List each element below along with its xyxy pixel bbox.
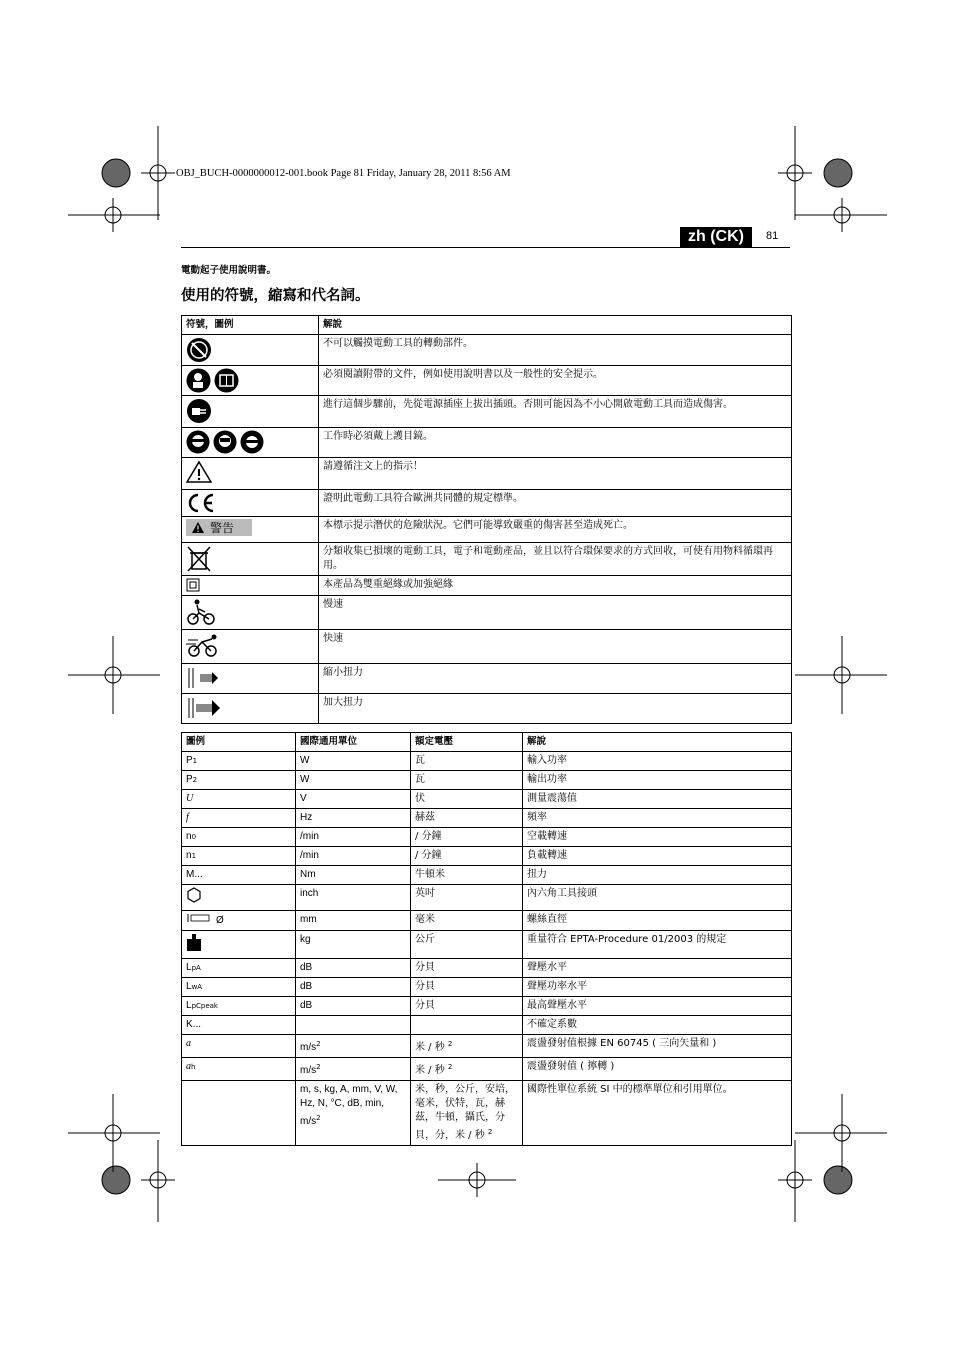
description-cell: 聲壓功率水平 bbox=[523, 978, 792, 997]
legend-cell bbox=[182, 771, 296, 790]
description-cell: 空載轉速 bbox=[523, 828, 792, 847]
rated-unit-sup: 2 bbox=[447, 1040, 453, 1048]
rated-cell bbox=[411, 978, 523, 997]
legend-cell bbox=[182, 752, 296, 771]
symbol-explanation: 不可以觸摸電動工具的轉動部件。 bbox=[319, 335, 792, 366]
legend-subscript: pCpeak bbox=[191, 1002, 218, 1010]
unit-row bbox=[182, 790, 792, 809]
symbol-cell bbox=[182, 694, 319, 724]
rated-unit: 分貝 bbox=[415, 1000, 435, 1011]
legend-symbol: K... bbox=[186, 1019, 202, 1030]
symbol-explanation: 本產品為雙重絕緣或加強絕緣 bbox=[319, 576, 792, 596]
si-unit-cell bbox=[296, 847, 411, 866]
symbol-row bbox=[182, 630, 792, 664]
si-unit-cell bbox=[296, 866, 411, 885]
description-cell: 最高聲壓水平 bbox=[523, 997, 792, 1016]
si-unit: dB bbox=[300, 1000, 313, 1011]
symbol-row bbox=[182, 596, 792, 630]
rated-unit: 牛頓米 bbox=[415, 869, 445, 880]
description-cell: 負載轉速 bbox=[523, 847, 792, 866]
legend-subscript: wA bbox=[191, 983, 203, 991]
legend-symbol: n bbox=[186, 831, 192, 842]
rated-cell bbox=[411, 771, 523, 790]
si-unit: m/s bbox=[300, 1065, 317, 1076]
rated-cell bbox=[411, 809, 523, 828]
si-unit-cell bbox=[296, 809, 411, 828]
rated-unit: 公斤 bbox=[415, 934, 435, 945]
si-unit-sup: 2 bbox=[316, 1040, 321, 1048]
symbol-row bbox=[182, 664, 792, 694]
unit-row bbox=[182, 809, 792, 828]
description-cell: 內六角工具接頭 bbox=[523, 885, 792, 911]
legend-cell bbox=[182, 809, 296, 828]
symbol-cell bbox=[182, 630, 319, 664]
symbol-explanation: 慢速 bbox=[319, 596, 792, 630]
rated-unit: 分貝 bbox=[415, 981, 435, 992]
legend-cell bbox=[182, 885, 296, 911]
symbol-row bbox=[182, 576, 792, 596]
symbol-explanation: 證明此電動工具符合歐洲共同體的規定標準。 bbox=[319, 490, 792, 517]
section-title: 使用的符號，縮寫和代名詞。 bbox=[181, 288, 370, 304]
col-header-legend: 圖例 bbox=[182, 733, 296, 752]
symbol-cell bbox=[182, 458, 319, 490]
rated-cell bbox=[411, 1035, 523, 1058]
symbol-row bbox=[182, 490, 792, 517]
si-unit-cell bbox=[296, 911, 411, 931]
symbol-cell bbox=[182, 335, 319, 366]
rated-cell bbox=[411, 931, 523, 959]
symbol-cell bbox=[182, 596, 319, 630]
legend-symbol: P bbox=[186, 774, 193, 785]
double-insulation-icon bbox=[186, 578, 314, 592]
legend-subscript: 0 bbox=[191, 833, 197, 841]
description-cell: 重量符合 EPTA-Procedure 01/2003 的規定 bbox=[523, 931, 792, 959]
col-header-description: 解說 bbox=[523, 733, 792, 752]
si-unit-cell bbox=[296, 790, 411, 809]
description-cell: 測量震蕩值 bbox=[523, 790, 792, 809]
document-subtitle: 電動起子使用說明書。 bbox=[181, 265, 277, 276]
unit-row bbox=[182, 959, 792, 978]
legend-cell bbox=[182, 997, 296, 1016]
description-cell: 輸入功率 bbox=[523, 752, 792, 771]
legend-symbol: L bbox=[186, 962, 192, 973]
weee-bin-icon bbox=[186, 545, 314, 573]
legend-symbol: f bbox=[186, 812, 189, 823]
unit-row bbox=[182, 1035, 792, 1058]
unit-row bbox=[182, 866, 792, 885]
warning-label-icon bbox=[186, 519, 314, 536]
unit-row bbox=[182, 847, 792, 866]
rated-unit: 米 / 秒 bbox=[415, 1065, 448, 1076]
unit-row bbox=[182, 828, 792, 847]
legend-symbol: P bbox=[186, 755, 193, 766]
warning-triangle-icon bbox=[186, 460, 314, 484]
rated-unit: 赫茲 bbox=[415, 812, 435, 823]
symbol-explanation: 縮小扭力 bbox=[319, 664, 792, 694]
symbol-row bbox=[182, 694, 792, 724]
rated-unit: 米，秒，公斤，安培，毫米，伏特，瓦，赫茲，牛頓，攝氏，分貝，分，米 / 秒 bbox=[415, 1084, 515, 1141]
si-unit-cell bbox=[296, 1016, 411, 1035]
symbol-row bbox=[182, 517, 792, 543]
symbol-row bbox=[182, 396, 792, 428]
legend-cell bbox=[182, 1035, 296, 1058]
symbol-cell bbox=[182, 517, 319, 543]
symbol-explanation: 必須閱讀附帶的文件，例如使用說明書以及一般性的安全提示。 bbox=[319, 366, 792, 396]
si-unit: W bbox=[300, 774, 310, 785]
unit-row bbox=[182, 1058, 792, 1081]
header-rule bbox=[181, 247, 790, 248]
si-unit: dB bbox=[300, 962, 313, 973]
description-cell: 螺絲直徑 bbox=[523, 911, 792, 931]
rated-unit: 米 / 秒 bbox=[415, 1042, 448, 1053]
description-cell: 震盪發射值 ( 擰轉 ) bbox=[523, 1058, 792, 1081]
rated-cell bbox=[411, 866, 523, 885]
symbol-row bbox=[182, 543, 792, 576]
symbol-explanation: 快速 bbox=[319, 630, 792, 664]
symbol-row bbox=[182, 428, 792, 458]
description-cell: 頻率 bbox=[523, 809, 792, 828]
si-unit-cell bbox=[296, 1035, 411, 1058]
si-unit-cell bbox=[296, 885, 411, 911]
rated-cell bbox=[411, 1016, 523, 1035]
si-unit-cell bbox=[296, 978, 411, 997]
symbol-explanation: 本標示提示潛伏的危險狀況。它們可能導致嚴重的傷害甚至造成死亡。 bbox=[319, 517, 792, 543]
si-unit-cell bbox=[296, 771, 411, 790]
unit-row bbox=[182, 1081, 792, 1146]
si-unit: m, s, kg, A, mm, V, W, Hz, N, °C, dB, min, m/s bbox=[300, 1084, 398, 1127]
page-number: 81 bbox=[766, 230, 779, 242]
legend-symbol: n bbox=[186, 850, 192, 861]
si-unit-cell bbox=[296, 931, 411, 959]
si-unit-sup: 2 bbox=[316, 1114, 321, 1122]
symbol-cell bbox=[182, 576, 319, 596]
rated-cell bbox=[411, 1081, 523, 1146]
rated-unit: / 分鐘 bbox=[415, 850, 442, 861]
rated-unit: 瓦 bbox=[415, 755, 425, 766]
si-unit: Nm bbox=[300, 869, 316, 880]
unit-row bbox=[182, 997, 792, 1016]
warning-label bbox=[186, 519, 252, 536]
hexagon-icon bbox=[186, 887, 202, 908]
symbol-cell bbox=[182, 428, 319, 458]
fast-speed-icon bbox=[186, 632, 314, 658]
legend-symbol: a bbox=[186, 1038, 191, 1049]
unit-row bbox=[182, 752, 792, 771]
col-header-symbol: 符號，圖例 bbox=[182, 316, 319, 335]
si-unit-cell bbox=[296, 997, 411, 1016]
description-cell: 國際性單位系統 SI 中的標準單位和引用單位。 bbox=[523, 1081, 792, 1146]
legend-symbol: M... bbox=[186, 869, 203, 880]
rated-cell bbox=[411, 1058, 523, 1081]
si-unit: /min bbox=[300, 831, 319, 842]
slow-speed-icon bbox=[186, 598, 314, 626]
symbol-cell bbox=[182, 366, 319, 396]
si-unit-cell bbox=[296, 752, 411, 771]
wear-goggles-icon bbox=[186, 430, 314, 454]
no-touch-moving-parts-icon bbox=[186, 337, 314, 363]
unit-row bbox=[182, 911, 792, 931]
si-unit-sup: 2 bbox=[316, 1063, 321, 1071]
unit-row bbox=[182, 978, 792, 997]
symbol-explanation: 工作時必須戴上護目鏡。 bbox=[319, 428, 792, 458]
si-unit-cell bbox=[296, 1058, 411, 1081]
legend-symbol: a bbox=[186, 1061, 191, 1072]
legend-symbol: Ø bbox=[216, 914, 224, 926]
si-unit-cell bbox=[296, 1081, 411, 1146]
symbol-cell bbox=[182, 396, 319, 428]
rated-unit: / 分鐘 bbox=[415, 831, 442, 842]
rated-unit-sup: 2 bbox=[447, 1063, 453, 1071]
legend-subscript: 1 bbox=[192, 757, 198, 765]
si-unit: dB bbox=[300, 981, 313, 992]
description-cell: 輸出功率 bbox=[523, 771, 792, 790]
unplug-icon bbox=[186, 398, 314, 424]
description-cell: 震盪發射值根據 EN 60745 ( 三向矢量和 ) bbox=[523, 1035, 792, 1058]
symbol-explanation: 加大扭力 bbox=[319, 694, 792, 724]
legend-cell bbox=[182, 1016, 296, 1035]
legend-subscript: 2 bbox=[192, 776, 198, 784]
ce-mark-icon bbox=[186, 492, 314, 514]
legend-subscript: h bbox=[191, 1063, 196, 1071]
legend-cell bbox=[182, 959, 296, 978]
symbol-row bbox=[182, 335, 792, 366]
legend-cell bbox=[182, 931, 296, 959]
screw-diameter-icon bbox=[186, 913, 212, 928]
legend-cell bbox=[182, 978, 296, 997]
unit-row bbox=[182, 771, 792, 790]
legend-cell bbox=[182, 828, 296, 847]
symbol-row bbox=[182, 366, 792, 396]
symbol-explanation: 請遵循注文上的指示！ bbox=[319, 458, 792, 490]
rated-unit: 伏 bbox=[415, 793, 425, 804]
book-info-line: OBJ_BUCH-0000000012-001.book Page 81 Friday, January 28, 2011 8:56 AM bbox=[176, 168, 511, 179]
legend-symbol: L bbox=[186, 1000, 192, 1011]
rated-cell bbox=[411, 885, 523, 911]
rated-unit: 分貝 bbox=[415, 962, 435, 973]
rated-cell bbox=[411, 911, 523, 931]
description-cell: 扭力 bbox=[523, 866, 792, 885]
unit-row bbox=[182, 885, 792, 911]
rated-cell bbox=[411, 752, 523, 771]
legend-subscript: 1 bbox=[191, 852, 197, 860]
rated-unit: 瓦 bbox=[415, 774, 425, 785]
symbol-explanation: 進行這個步驟前，先從電源插座上拔出插頭。否則可能因為不小心開啟電動工具而造成傷害。 bbox=[319, 396, 792, 428]
legend-cell bbox=[182, 1058, 296, 1081]
si-unit: Hz bbox=[300, 812, 313, 823]
si-unit: V bbox=[300, 793, 307, 804]
symbol-cell bbox=[182, 490, 319, 517]
si-unit: W bbox=[300, 755, 310, 766]
legend-cell bbox=[182, 790, 296, 809]
legend-cell bbox=[182, 866, 296, 885]
si-unit: m/s bbox=[300, 1042, 317, 1053]
col-header-si-unit: 國際通用單位 bbox=[296, 733, 411, 752]
rated-unit: 英吋 bbox=[415, 888, 435, 899]
legend-symbol: L bbox=[186, 981, 192, 992]
unit-row bbox=[182, 931, 792, 959]
increase-torque-icon bbox=[186, 696, 314, 720]
legend-cell bbox=[182, 847, 296, 866]
rated-cell bbox=[411, 959, 523, 978]
warning-label-text: 警告 bbox=[210, 520, 235, 535]
col-header-rated: 額定電壓 bbox=[411, 733, 523, 752]
si-unit: /min bbox=[300, 850, 319, 861]
rated-cell bbox=[411, 790, 523, 809]
si-unit: mm bbox=[300, 914, 317, 925]
rated-unit: 毫米 bbox=[415, 914, 435, 925]
unit-row bbox=[182, 1016, 792, 1035]
si-unit-cell bbox=[296, 959, 411, 978]
read-manual-icon bbox=[186, 368, 314, 393]
weight-icon bbox=[186, 933, 202, 956]
si-unit: inch bbox=[300, 888, 319, 899]
symbols-table bbox=[181, 315, 792, 724]
rated-cell bbox=[411, 847, 523, 866]
rated-cell bbox=[411, 997, 523, 1016]
description-cell: 聲壓水平 bbox=[523, 959, 792, 978]
rated-cell bbox=[411, 828, 523, 847]
col-header-explanation: 解說 bbox=[319, 316, 792, 335]
si-unit: kg bbox=[300, 934, 311, 945]
units-table bbox=[181, 732, 792, 1146]
language-badge: zh (CK) bbox=[680, 227, 752, 247]
rated-unit-sup: 2 bbox=[487, 1128, 493, 1136]
legend-subscript: pA bbox=[191, 964, 201, 972]
legend-cell bbox=[182, 1081, 296, 1146]
legend-cell bbox=[182, 911, 296, 931]
symbol-cell bbox=[182, 543, 319, 576]
reduce-torque-icon bbox=[186, 666, 314, 690]
symbol-explanation: 分類收集已損壞的電動工具，電子和電動產品，並且以符合環保要求的方式回收，可使有用物料循環再用。 bbox=[319, 543, 792, 576]
symbol-cell bbox=[182, 664, 319, 694]
description-cell: 不確定系數 bbox=[523, 1016, 792, 1035]
symbol-row bbox=[182, 458, 792, 490]
si-unit-cell bbox=[296, 828, 411, 847]
legend-symbol: U bbox=[186, 793, 194, 804]
